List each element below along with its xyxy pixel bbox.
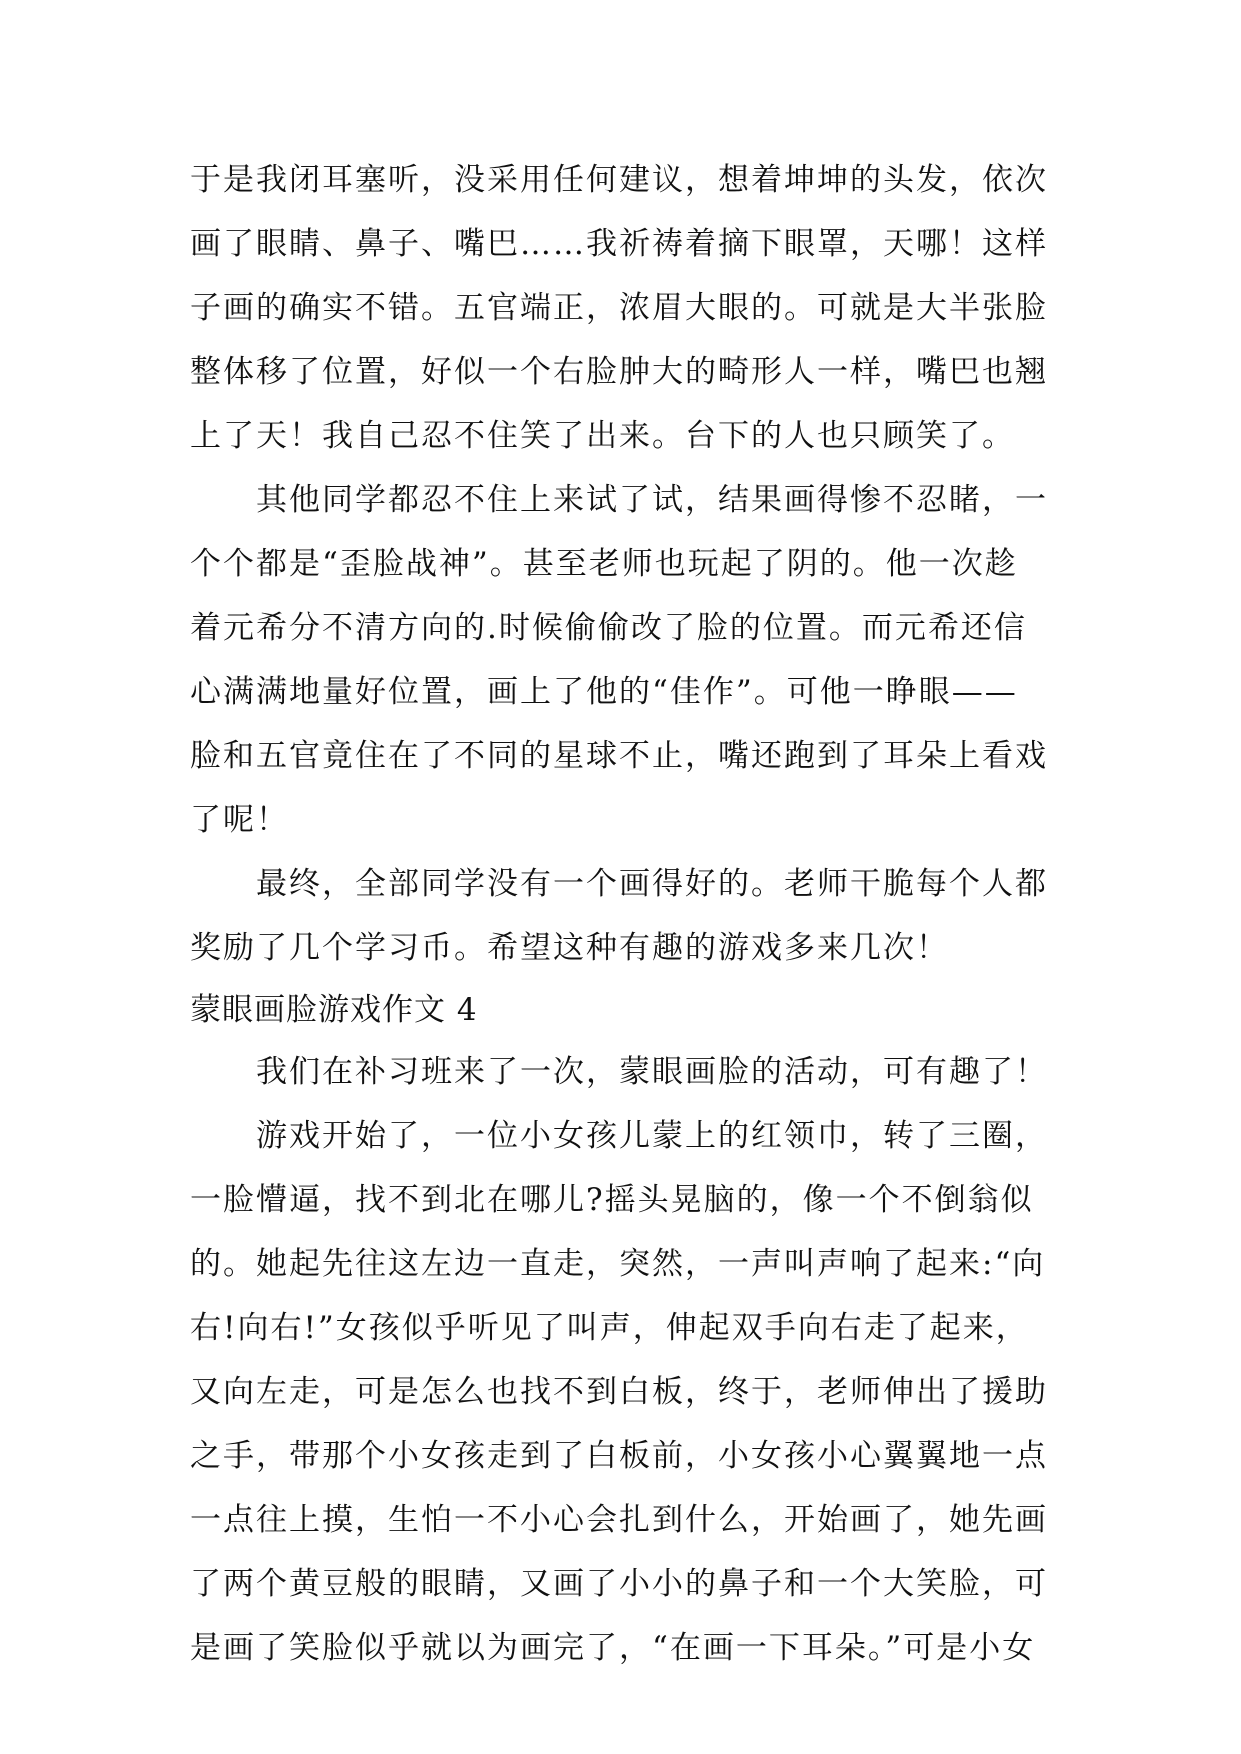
- text-line: 个个都是“歪脸战神”。甚至老师也玩起了阴的。他一次趁: [190, 546, 1018, 582]
- paragraph-start-line: 我们在补习班来了一次，蒙眼画脸的活动，可有趣了！: [256, 1054, 1048, 1090]
- text-line: 右!向右!”女孩似乎听见了叫声，伸起双手向右走了起来，: [190, 1310, 1029, 1346]
- text-line: 了呢！: [190, 802, 289, 838]
- paragraph-start-line: 游戏开始了，一位小女孩儿蒙上的红领巾，转了三圈，: [256, 1118, 1048, 1154]
- text-line: 着元希分不清方向的.时候偷偷改了脸的位置。而元希还信: [190, 610, 1027, 646]
- text-line: 上了天！我自己忍不住笑了出来。台下的人也只顾笑了。: [190, 418, 1015, 454]
- paragraph-start-line: 最终，全部同学没有一个画得好的。老师干脆每个人都: [256, 866, 1048, 902]
- text-line: 一点往上摸，生怕一不小心会扎到什么，开始画了，她先画: [190, 1502, 1048, 1538]
- text-line: 于是我闭耳塞听，没采用任何建议，想着坤坤的头发，依次: [190, 162, 1048, 198]
- text-line: 是画了笑脸似乎就以为画完了，“在画一下耳朵。”可是小女: [190, 1630, 1036, 1666]
- document-body: [190, 148, 1060, 1680]
- text-line: 脸和五官竟住在了不同的星球不止，嘴还跑到了耳朵上看戏: [190, 738, 1048, 774]
- text-line: 整体移了位置，好似一个右脸肿大的畸形人一样，嘴巴也翘: [190, 354, 1048, 390]
- text-line: 子画的确实不错。五官端正，浓眉大眼的。可就是大半张脸: [190, 290, 1048, 326]
- paragraph-start-line: 其他同学都忍不住上来试了试，结果画得惨不忍睹，一: [256, 482, 1048, 518]
- text-line: 奖励了几个学习币。希望这种有趣的游戏多来几次！: [190, 930, 949, 966]
- section-heading: 蒙眼画脸游戏作文 4: [190, 992, 478, 1028]
- text-line: 之手，带那个小女孩走到了白板前，小女孩小心翼翼地一点: [190, 1438, 1048, 1474]
- text-line: 了两个黄豆般的眼睛，又画了小小的鼻子和一个大笑脸，可: [190, 1566, 1048, 1602]
- text-line: 一脸懵逼，找不到北在哪儿?摇头晃脑的，像一个不倒翁似: [190, 1182, 1034, 1218]
- text-line: 又向左走，可是怎么也找不到白板，终于，老师伸出了援助: [190, 1374, 1048, 1410]
- text-line: 的。她起先往这左边一直走，突然，一声叫声响了起来:“向: [190, 1246, 1046, 1282]
- text-line: 心满满地量好位置，画上了他的“佳作”。可他一睁眼——: [190, 674, 1018, 710]
- text-line: 画了眼睛、鼻子、嘴巴……我祈祷着摘下眼罩，天哪！这样: [190, 226, 1048, 262]
